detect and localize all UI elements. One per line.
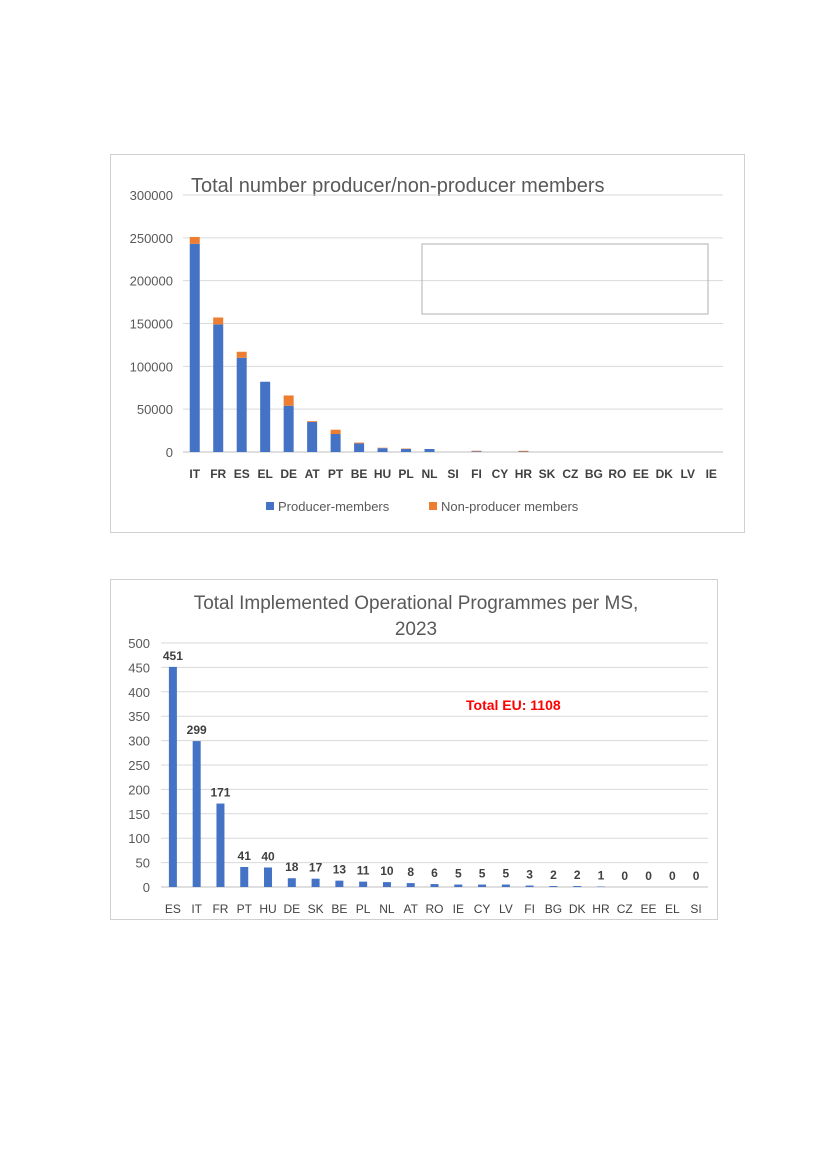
chart2-data-label: 40 bbox=[261, 849, 275, 864]
chart1-bar-producer bbox=[237, 358, 247, 452]
chart2-category-label: BE bbox=[331, 902, 348, 916]
chart2-bar bbox=[573, 886, 581, 887]
chart2-category-label: DE bbox=[283, 902, 301, 916]
chart2-category-label: AT bbox=[403, 902, 418, 916]
chart2-bar bbox=[193, 741, 201, 887]
legend-swatch-non-producer bbox=[429, 502, 437, 510]
chart1-category-label: CY bbox=[491, 467, 509, 481]
chart-producer-members bbox=[110, 154, 745, 533]
chart2-category-label: LV bbox=[498, 902, 513, 916]
chart2-category-label: PT bbox=[236, 902, 252, 916]
chart1-category-label: DE bbox=[280, 467, 297, 481]
chart1-bar-producer bbox=[213, 324, 223, 452]
chart1-category-label: SI bbox=[447, 467, 459, 481]
chart2-title-line2: 2023 bbox=[394, 619, 438, 640]
chart2-bar bbox=[407, 883, 415, 887]
chart1-category-label: AT bbox=[304, 467, 320, 481]
chart2-ytick-label: 500 bbox=[128, 636, 150, 651]
chart2-ytick-label: 0 bbox=[142, 880, 150, 895]
chart1-ytick-label: 250000 bbox=[129, 230, 173, 246]
chart1-bar-producer bbox=[354, 443, 364, 452]
chart1-ytick-label: 100000 bbox=[129, 359, 173, 375]
chart1-ytick-label: 200000 bbox=[129, 273, 173, 289]
chart2-bar bbox=[359, 882, 367, 887]
chart1-category-label: ES bbox=[233, 467, 250, 481]
chart1-bar-non-producer bbox=[354, 443, 364, 444]
chart1-bar-non-producer bbox=[471, 451, 481, 452]
chart2-data-label: 3 bbox=[526, 867, 533, 882]
chart1-bar-non-producer bbox=[237, 352, 247, 358]
chart2-category-label: PL bbox=[355, 902, 371, 916]
chart2-bar bbox=[264, 867, 272, 887]
chart2-bar bbox=[454, 885, 462, 887]
chart1-category-label: PL bbox=[398, 467, 414, 481]
chart2-bar bbox=[431, 884, 439, 887]
chart1-category-label: FR bbox=[210, 467, 227, 481]
chart2-ytick-label: 50 bbox=[135, 855, 150, 871]
chart1-category-label: HR bbox=[514, 467, 533, 481]
chart2-category-label: EL bbox=[664, 902, 680, 916]
chart1-bar-producer bbox=[378, 448, 388, 452]
chart-operational-programmes-svg bbox=[111, 580, 719, 921]
chart2-bar bbox=[502, 885, 510, 887]
chart1-category-label: LV bbox=[680, 467, 696, 481]
chart2-category-label: HR bbox=[592, 902, 610, 916]
chart1-category-label: BE bbox=[350, 467, 368, 481]
chart2-category-label: EE bbox=[640, 902, 657, 916]
chart2-data-label: 11 bbox=[356, 863, 370, 878]
chart2-category-label: CY bbox=[473, 902, 491, 916]
chart2-ytick-label: 250 bbox=[128, 758, 150, 773]
chart2-data-label: 5 bbox=[478, 866, 486, 881]
chart2-category-label: BG bbox=[544, 902, 563, 916]
chart2-data-label: 17 bbox=[308, 860, 323, 875]
chart2-data-label: 10 bbox=[380, 864, 394, 879]
chart1-bar-producer bbox=[425, 449, 435, 452]
chart1-legend bbox=[266, 499, 579, 514]
chart2-bar bbox=[478, 885, 486, 887]
chart2-bar bbox=[383, 882, 391, 887]
chart2-data-label: 5 bbox=[502, 866, 510, 881]
chart1-category-label: SK bbox=[538, 467, 556, 481]
chart2-data-label: 0 bbox=[645, 869, 652, 883]
chart1-bar-producer bbox=[284, 406, 294, 452]
chart2-ytick-label: 400 bbox=[128, 684, 150, 700]
chart1-ytick-label: 300000 bbox=[129, 188, 173, 203]
chart2-category-label: RO bbox=[425, 902, 444, 916]
chart1-bar-producer bbox=[331, 434, 341, 452]
chart1-category-label: FI bbox=[471, 467, 482, 481]
chart2-data-label: 13 bbox=[332, 862, 347, 877]
chart2-data-label: 5 bbox=[454, 866, 462, 881]
chart2-data-label: 1 bbox=[597, 868, 605, 883]
chart2-ytick-label: 450 bbox=[128, 660, 150, 676]
chart2-total-annotation: Total EU: 1108 bbox=[466, 697, 561, 713]
legend-swatch-producer bbox=[266, 502, 274, 510]
chart2-category-label: DK bbox=[568, 902, 586, 916]
chart2-data-label: 0 bbox=[668, 869, 676, 883]
chart2-bar bbox=[335, 881, 343, 887]
chart2-data-label: 299 bbox=[186, 723, 207, 738]
legend-non-producer-members: Non-producer members bbox=[441, 499, 579, 514]
chart2-category-label: NL bbox=[379, 902, 395, 916]
chart1-category-label: EE bbox=[632, 467, 649, 481]
chart2-data-label: 41 bbox=[237, 848, 251, 863]
chart2-category-label: SI bbox=[690, 902, 702, 916]
chart1-bar-non-producer bbox=[518, 451, 528, 452]
chart1-bar-producer bbox=[401, 449, 411, 452]
chart2-ytick-label: 200 bbox=[128, 782, 150, 798]
chart1-bar-producer bbox=[307, 422, 317, 452]
chart2-category-label: IT bbox=[191, 902, 203, 916]
chart2-data-label: 8 bbox=[407, 865, 415, 880]
chart2-ytick-label: 100 bbox=[128, 831, 150, 847]
chart2-data-label: 171 bbox=[210, 785, 231, 800]
chart1-category-label: IE bbox=[705, 467, 717, 481]
chart1-category-label: CZ bbox=[562, 467, 579, 481]
chart-operational-programmes bbox=[110, 579, 718, 920]
chart1-bar-non-producer bbox=[284, 395, 294, 405]
chart2-bar bbox=[216, 804, 224, 887]
chart2-data-label: 451 bbox=[162, 648, 183, 663]
chart1-category-label: BG bbox=[584, 467, 603, 481]
chart2-ytick-label: 350 bbox=[128, 709, 150, 725]
chart1-category-label: HU bbox=[373, 467, 392, 481]
chart1-bar-non-producer bbox=[331, 430, 341, 434]
chart1-ytick-label: 150000 bbox=[129, 316, 173, 332]
chart1-bar-producer bbox=[190, 244, 200, 452]
chart2-category-label: IE bbox=[452, 902, 464, 916]
chart1-empty-textbox bbox=[422, 244, 708, 314]
chart2-category-label: FR bbox=[212, 902, 229, 916]
chart2-category-label: HU bbox=[259, 902, 277, 916]
legend-producer-members: Producer-members bbox=[278, 499, 390, 514]
chart1-category-label: NL bbox=[421, 467, 438, 481]
chart1-bar-non-producer bbox=[190, 237, 200, 244]
chart1-category-label: RO bbox=[608, 467, 627, 481]
chart2-bar bbox=[288, 878, 296, 887]
chart2-bar bbox=[169, 667, 177, 887]
chart2-ytick-label: 150 bbox=[128, 806, 150, 822]
chart2-data-label: 6 bbox=[431, 866, 438, 881]
chart2-bar bbox=[240, 867, 248, 887]
chart2-data-label: 18 bbox=[285, 860, 299, 875]
chart1-ytick-label: 0 bbox=[165, 445, 173, 460]
chart2-data-label: 0 bbox=[692, 869, 700, 883]
chart2-category-label: SK bbox=[307, 902, 324, 916]
chart2-category-label: FI bbox=[524, 902, 535, 916]
chart1-bar-non-producer bbox=[307, 421, 317, 422]
chart1-category-label: DK bbox=[655, 467, 673, 481]
chart2-category-label: CZ bbox=[616, 902, 633, 916]
chart2-ytick-label: 300 bbox=[128, 733, 150, 749]
chart2-data-label: 0 bbox=[621, 869, 629, 883]
chart1-ytick-label: 50000 bbox=[136, 402, 173, 418]
chart1-category-label: IT bbox=[189, 467, 201, 481]
chart2-bar bbox=[549, 886, 557, 887]
chart2-data-label: 2 bbox=[573, 868, 581, 883]
chart1-category-label: PT bbox=[327, 467, 344, 481]
chart2-bar bbox=[312, 879, 320, 887]
chart2-category-label: ES bbox=[164, 902, 181, 916]
chart1-bar-non-producer bbox=[213, 318, 223, 325]
chart-producer-members-svg bbox=[111, 155, 746, 534]
chart2-title-line1: Total Implemented Operational Programmes per MS, bbox=[193, 593, 639, 614]
chart1-bar-producer bbox=[260, 382, 270, 452]
chart1-category-label: EL bbox=[257, 467, 273, 481]
chart1-title: Total number producer/non-producer members bbox=[191, 175, 605, 197]
chart2-data-label: 2 bbox=[550, 868, 557, 883]
chart2-bar bbox=[526, 886, 534, 887]
chart1-bar-producer bbox=[471, 451, 481, 452]
